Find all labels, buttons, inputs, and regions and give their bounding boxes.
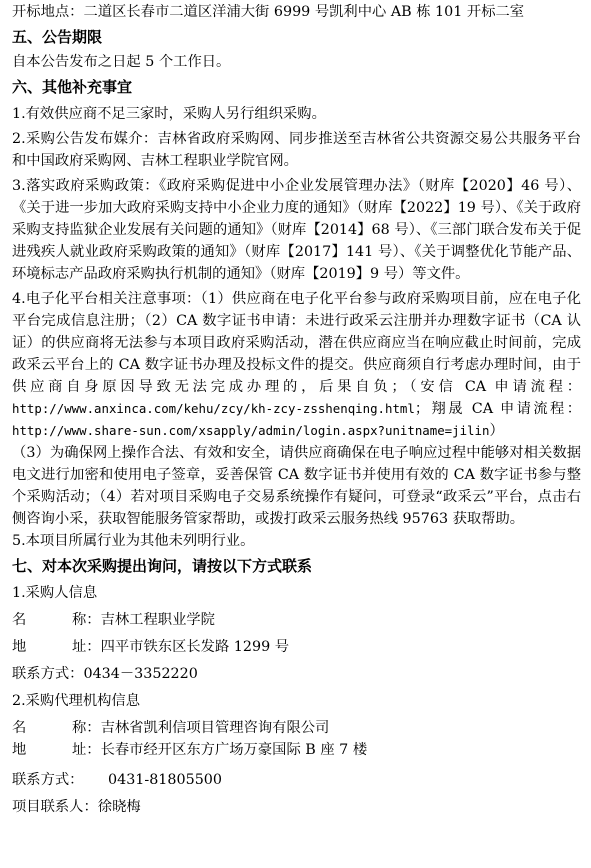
agency-contact-label: 联系方式： — [12, 772, 84, 788]
agency-contact-row — [12, 769, 581, 791]
agency-name-value: 吉林省凯利信项目管理咨询有限公司 — [100, 720, 330, 736]
buyer-address-label-a: 地 — [12, 639, 27, 655]
buyer-address-label-b: 址： — [72, 639, 101, 655]
buyer-name-value: 吉林工程职业学院 — [100, 612, 215, 628]
agency-info-title: 2.采购代理机构信息 — [12, 693, 141, 709]
agency-person-row — [12, 796, 581, 818]
buyer-contact-value: 0434－3352220 — [83, 666, 198, 682]
section-6-item-2: 2.采购公告发布媒介：吉林省政府采购网、同步推送至吉林省公共资源交易公共服务平台和中国政府采购网、吉林工程职业学院官网。 — [12, 131, 581, 169]
agency-address-value: 长春市经开区东方广场万豪国际 B 座 7 楼 — [100, 742, 368, 758]
item-4-close-paren: ） — [489, 423, 504, 439]
agency-person-label: 项目联系人： — [12, 799, 98, 815]
agency-address-label-a: 地 — [12, 742, 27, 758]
section-5-heading: 五、公告期限 — [12, 28, 103, 46]
section-6-heading: 六、其他补充事宜 — [12, 78, 133, 96]
section-6-item-4 — [12, 288, 581, 442]
agency-person-value: 徐晓梅 — [97, 799, 141, 815]
buyer-info-title: 1.采购人信息 — [12, 585, 98, 601]
section-5-text: 自本公告发布之日起 5 个工作日。 — [12, 54, 231, 70]
xiangsheng-ca-link[interactable]: http://www.share-sun.com/xsapply/admin/login.aspx?unitname=jilin — [12, 423, 490, 438]
agency-name-row — [12, 717, 581, 739]
buyer-contact-label: 联系方式： — [12, 666, 84, 682]
section-7-heading: 七、对本次采购提出询问，请按以下方式联系 — [12, 557, 313, 575]
item-4-intro-text: 4.电子化平台相关注意事项：（1）供应商在电子化平台参与政府采购项目前，应在电子化平台完成信息注册；（2）CA 数字证书申请：未进行政采云注册并办理数字证书（CA 认证）的供应商将无法参与本项目政府采购活动，潜在供应商应当在响应截止时间前，完成政采云平台上的 CA 数字证书办理及投标文件的提交。供应商须自行考虑办理时间，由于供应商自身原因导致无法完成办理的，后果自负；（安信 CA 申请流程： — [12, 291, 581, 395]
buyer-address-row — [12, 636, 581, 658]
agency-contact-value: 0431-81805500 — [108, 772, 222, 788]
section-6-item-4-continued: （3）为确保网上操作合法、有效和安全，请供应商确保在电子响应过程中能够对相关数据电文进行加密和使用电子签章，妥善保管 CA 数字证书并使用有效的 CA 数字证书参与整个采购活动；（4）若对项目采购电子交易系统操作有疑问，可登录“政采云”平台，点击右侧咨询小采，获取智能服务管家帮助，或拨打政采云服务热线 95763 获取帮助。 — [12, 445, 581, 527]
agency-name-label-b: 称： — [72, 720, 101, 736]
section-6-item-3: 3.落实政府采购政策：《政府采购促进中小企业发展管理办法》（财库【2020】46 号）、《关于进一步加大政府采购支持中小企业力度的通知》（财库【2022】19 号）、《关于政府采购支持监狱企业发展有关问题的通知》（财库【2014】68 号）、《三部门联合发布关于促进残疾人就业政府采购政策的通知》（财库【2017】141 号）、《关于调整优化节能产品、环境标志产品政府采购执行机制的通知》（财库【2019】9 号）等文件。 — [12, 178, 581, 282]
buyer-name-row — [12, 609, 581, 631]
agency-address-row — [12, 739, 581, 761]
buyer-name-label-a: 名 — [12, 612, 27, 628]
section-6-item-5: 5.本项目所属行业为其他未列明行业。 — [12, 533, 255, 549]
section-6-item-1: 1.有效供应商不足三家时，采购人另行组织采购。 — [12, 106, 326, 122]
buyer-contact-row — [12, 663, 581, 685]
agency-address-label-b: 址： — [72, 742, 101, 758]
bid-opening-address: 开标地点：二道区长春市二道区洋浦大街 6999 号凯利中心 AB 栋 101 开标二室 — [12, 4, 525, 20]
agency-name-label-a: 名 — [12, 720, 27, 736]
buyer-name-label-b: 称： — [72, 612, 101, 628]
buyer-address-value: 四平市铁东区长发路 1299 号 — [100, 639, 290, 655]
item-4-mid-text: ；翔晟 CA 申请流程： — [414, 401, 581, 417]
anxin-ca-link[interactable]: http://www.anxinca.com/kehu/zcy/kh-zcy-zsshenqing.html — [12, 401, 415, 416]
